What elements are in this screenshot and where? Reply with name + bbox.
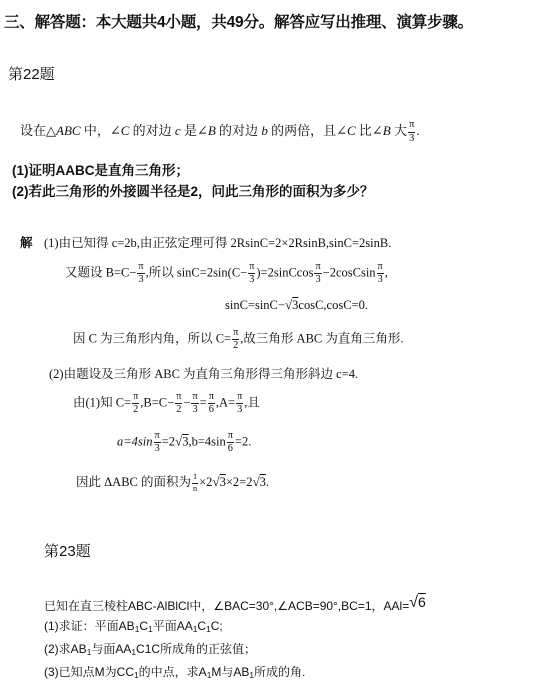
problem-text: B <box>382 123 391 139</box>
problem-text: C <box>346 123 356 139</box>
problem-text: 设在△ <box>20 123 56 139</box>
solution-line-6: 由(1)知 C= $\frac{\pi}{2}$ ,B=C− $\frac{\pi}{2}$ − $\frac{\pi}{3}$ = $\frac{\pi}{6}$ ,A= $\frac{\pi}{3}$ ,且 <box>73 391 260 416</box>
problem-text: . <box>416 123 420 139</box>
question-22-title: 第22题 <box>8 66 55 83</box>
q22-problem-statement <box>20 120 420 144</box>
problem-text: C <box>120 123 130 139</box>
section-header: 三、解答题：本大题共4小题，共49分。解答应写出推理、演算步骤。 <box>4 14 473 31</box>
solution-line-3: sinC=sinC−√3cosC,cosC=0. <box>225 297 368 312</box>
problem-text: 大 <box>390 123 408 139</box>
solution-line-4: 因 C 为三角形内角，所以 C= $\frac{\pi}{2}$ ,故三角形 ABC 为直角三角形. <box>73 327 404 352</box>
problem-text: 的对边 <box>215 123 262 139</box>
problem-text: c <box>174 123 181 139</box>
solution-line-1: (1)由已知得 c=2b,由正弦定理可得 2RsinC=2×2RsinB,sinC=2sinB. <box>44 236 392 250</box>
problem-text: 的对边 <box>129 123 175 139</box>
q23-part-3: (3)已知点M为$CC_1$的中点，求$A_1M$与$AB_1$所成的角. <box>44 665 306 680</box>
q23-part-1: (1)求证：平面$AB_1C_1$平面$AA_1C_1C$; <box>44 619 223 634</box>
problem-text: ABC <box>56 123 81 139</box>
problem-text: 比∠ <box>355 123 383 139</box>
problem-text: B <box>207 123 216 139</box>
q23-part-2: (2)求$AB_1$与面$AA_1C1C$所成角的正弦值； <box>44 642 257 657</box>
problem-text: 是∠ <box>180 123 208 139</box>
solution-line-2: 又题设 B=C− $\frac{\pi}{3}$ ,所以 sinC=2sin(C− $\frac{\pi}{3}$ )=2sinCcos $\frac{\pi}{3}$ −2cosCsin $\frac{\pi}{3}$ , <box>65 261 388 286</box>
q23-intro: 已知在直三棱柱ABC-AlBlCl中，∠BAC=30°,∠ACB=90°,BC=1，AAl=√6 <box>44 594 426 613</box>
q22-part-1: (1)证明AABC是直角三角形； <box>12 163 189 178</box>
solution-line-7: a=4sin $\frac{\pi}{3}$ =2√3,b=4sin $\frac{\pi}{6}$ =2. <box>117 430 252 455</box>
problem-text: 的两倍，且∠ <box>267 123 347 139</box>
fraction: $\frac{\pi}{3}$ <box>409 119 415 144</box>
question-23-title: 第23题 <box>44 543 91 560</box>
solution-line-5: (2)由题设及三角形 ABC 为直角三角形得三角形斜边 c=4. <box>49 367 359 381</box>
solution-label: 解 <box>20 236 33 250</box>
problem-text: 中，∠ <box>80 123 121 139</box>
problem-text: b <box>261 123 268 139</box>
q22-part-2: (2)若此三角形的外接圆半径是2，问此三角形的面积为多少？ <box>12 184 374 199</box>
solution-line-8: 因此 ΔABC 的面积为 $\frac{1}{n}$ ×2√3×2=2√3. <box>76 472 270 493</box>
